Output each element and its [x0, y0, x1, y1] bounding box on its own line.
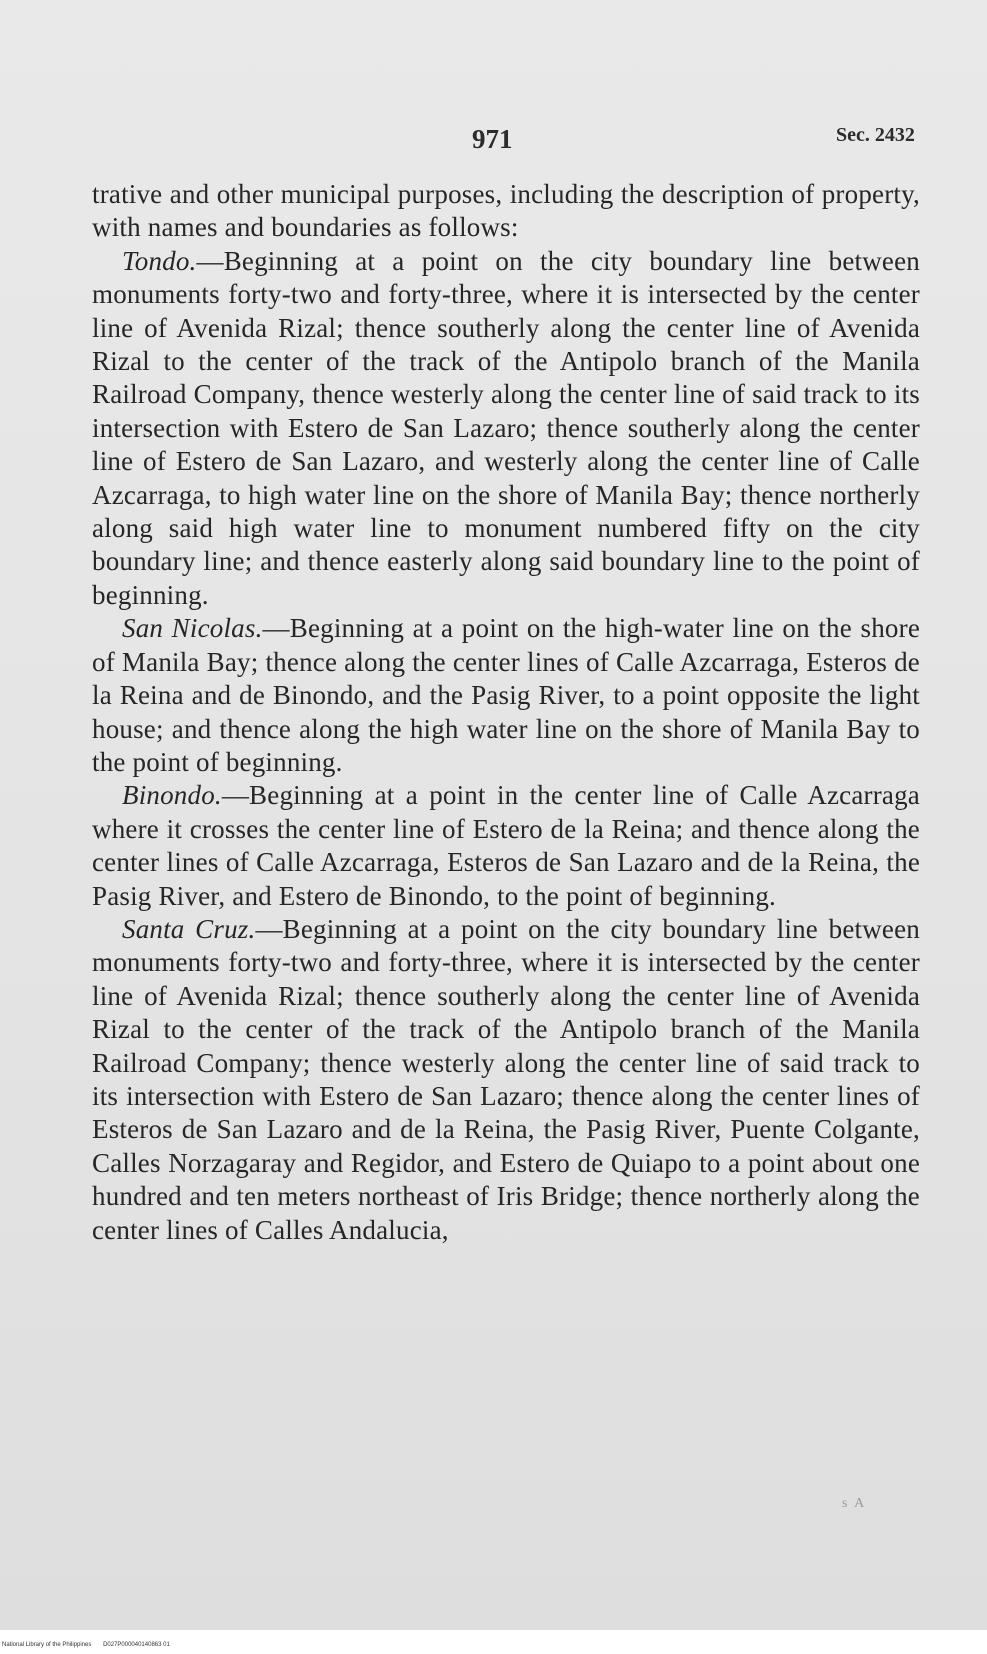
- tondo-paragraph: [92, 245, 920, 612]
- scan-footer-bar: [0, 1630, 987, 1654]
- tondo-description: —Beginning at a point on the city boundary line between monuments forty-two and forty-three, where it is intersected by the center line of Avenida Rizal; thence southerly along the center line of Avenida Rizal to the center of the track of the Antipolo branch of the Manila Railroad Company, thence westerly along the center line of said track to its intersection with Estero de San Lazaro; thence southerly along the center line of Estero de San Lazaro, and westerly along the center line of Calle Azcarraga, to high water line on the shore of Manila Bay; thence northerly along said high water line to monument numbered fifty on the city boundary line; and thence easterly along said boundary line to the point of beginning.: [92, 245, 920, 610]
- san-nicolas-description: —Beginning at a point on the high-water line on the shore of Manila Bay; thence along the center lines of Calle Azcarraga, Esteros de la Reina and de Binondo, and the Pasig River, to a point opposite the light house; and thence along the high water line on the shore of Manila Bay to the point of beginning.: [92, 613, 920, 777]
- santa-cruz-heading: Santa Cruz.: [122, 913, 256, 944]
- santa-cruz-paragraph: [92, 913, 920, 1247]
- santa-cruz-description: —Beginning at a point on the city boundary line between monuments forty-two and forty-three, where it is intersected by the center line of Avenida Rizal; thence southerly along the center line of Avenida Rizal to the center of the track of the Antipolo branch of the Manila Railroad Company; thence westerly along the center line of said track to its intersection with Estero de San Lazaro; thence along the center lines of Esteros de San Lazaro and de la Reina, the Pasig River, Puente Colgante, Calles Norzagaray and Regidor, and Estero de Quiapo to a point about one hundred and ten meters northeast of Iris Bridge; thence northerly along the center lines of Calles Andalucia,: [92, 913, 920, 1245]
- body-text: [92, 178, 920, 1247]
- section-reference: Sec. 2432: [836, 124, 915, 146]
- binondo-heading: Binondo.: [122, 780, 222, 811]
- intro-paragraph: trative and other municipal purposes, including the description of property, with names and boundaries as follows:: [92, 179, 920, 243]
- page-number: 971: [472, 124, 513, 154]
- footer-scan-id: D027P000040140863 01: [103, 1642, 170, 1648]
- tondo-heading: Tondo.: [122, 245, 197, 276]
- san-nicolas-paragraph: [92, 612, 920, 779]
- binondo-paragraph: [92, 779, 920, 913]
- san-nicolas-heading: San Nicolas.: [122, 613, 263, 644]
- scan-smudge-mark: s A: [842, 1496, 867, 1511]
- binondo-description: —Beginning at a point in the center line of Calle Azcarraga where it crosses the center line of Estero de la Reina; and thence along the center lines of Calle Azcarraga, Esteros de San Lazaro and de la Reina, the Pasig River, and Estero de Binondo, to the point of beginning.: [92, 780, 920, 911]
- scan-footer: [2, 1642, 170, 1648]
- footer-library-name: National Library of the Philippines: [2, 1642, 92, 1648]
